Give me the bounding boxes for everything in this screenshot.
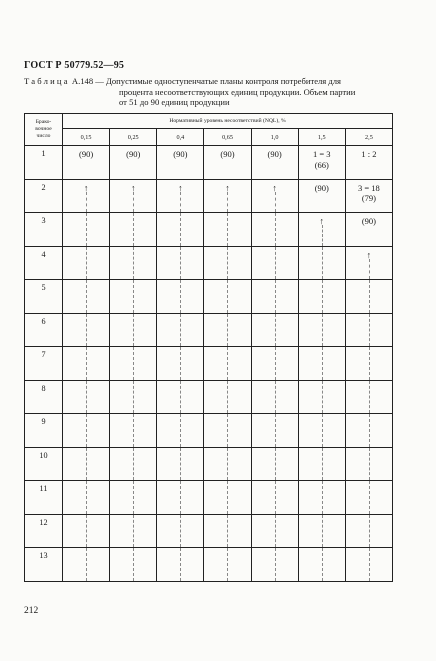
- up-arrow-icon: ↑: [366, 249, 372, 260]
- plan-cell: [345, 514, 392, 548]
- plan-value: (90): [314, 182, 329, 193]
- continuation-dashed-line: [322, 481, 323, 514]
- continuation-dashed-line: [133, 213, 134, 246]
- plan-cell: [345, 213, 392, 247]
- plan-cell: [63, 447, 110, 481]
- continuation-dashed-line: [86, 213, 87, 246]
- aql-level-header: 1,0: [251, 129, 298, 146]
- plan-cell: [204, 447, 251, 481]
- plan-cell: [345, 447, 392, 481]
- reject-number-cell: 10: [25, 447, 63, 481]
- continuation-dashed-line: [369, 381, 370, 414]
- table-row: [25, 414, 393, 448]
- plan-cell: [204, 414, 251, 448]
- plan-cell: [110, 213, 157, 247]
- plan-cell: [251, 548, 298, 582]
- plan-cell: [204, 280, 251, 314]
- aql-level-header: 2,5: [345, 129, 392, 146]
- plan-cell: [204, 179, 251, 213]
- continuation-dashed-line: [322, 448, 323, 481]
- continuation-dashed-line: [275, 314, 276, 347]
- continuation-dashed-line: [369, 548, 370, 581]
- plan-cell: [298, 514, 345, 548]
- continuation-dashed-line: [180, 314, 181, 347]
- up-arrow-icon: ↑: [83, 182, 89, 193]
- plan-cell: [345, 280, 392, 314]
- plan-cell: [157, 246, 204, 280]
- plan-cell: [157, 179, 204, 213]
- plan-cell: [157, 280, 204, 314]
- plan-cell: [298, 548, 345, 582]
- plan-cell: [345, 246, 392, 280]
- continuation-dashed-line: [227, 548, 228, 581]
- plan-cell: [345, 179, 392, 213]
- plan-cell: [110, 447, 157, 481]
- caption-line-2: процента несоответствующих единиц продукции. Объем партии: [119, 86, 356, 97]
- plan-cell: [204, 347, 251, 381]
- table-row: [25, 380, 393, 414]
- plan-cell: [298, 179, 345, 213]
- plan-cell: [157, 347, 204, 381]
- continuation-dashed-line: [369, 314, 370, 347]
- plan-cell: [298, 380, 345, 414]
- plan-cell: [110, 179, 157, 213]
- continuation-dashed-line: [322, 381, 323, 414]
- plan-cell: [157, 213, 204, 247]
- continuation-dashed-line: [275, 481, 276, 514]
- plan-cell: [110, 146, 157, 180]
- plan-cell: [63, 514, 110, 548]
- plan-cell: [204, 481, 251, 515]
- continuation-dashed-line: [133, 548, 134, 581]
- plan-cell: [251, 447, 298, 481]
- plan-cell: [298, 146, 345, 180]
- reject-number-cell: 13: [25, 548, 63, 582]
- aql-level-header: 0,25: [110, 129, 157, 146]
- plan-value: (90): [78, 149, 94, 159]
- table-row: [25, 514, 393, 548]
- plan-cell: [204, 548, 251, 582]
- plan-cell: [110, 481, 157, 515]
- continuation-dashed-line: [86, 314, 87, 347]
- plan-cell: [345, 548, 392, 582]
- continuation-dashed-line: [227, 247, 228, 280]
- plan-cell: [298, 414, 345, 448]
- plan-cell: [204, 313, 251, 347]
- nql-group-header: Нормативный уровень несоответствий (NQL), %: [63, 114, 393, 129]
- plan-value: 1 : 2: [361, 149, 377, 159]
- continuation-dashed-line: [133, 347, 134, 380]
- plan-cell: [251, 347, 298, 381]
- reject-number-cell: 4: [25, 246, 63, 280]
- continuation-dashed-line: [180, 515, 181, 548]
- plan-cell: [345, 146, 392, 180]
- continuation-dashed-line: [322, 225, 323, 246]
- continuation-dashed-line: [322, 548, 323, 581]
- plan-cell: [204, 514, 251, 548]
- table-row: [25, 179, 393, 213]
- table-row: [25, 146, 393, 180]
- sampling-plans-table: [24, 113, 393, 582]
- caption-line-3: от 51 до 90 единиц продукции: [119, 97, 230, 107]
- continuation-dashed-line: [133, 192, 134, 213]
- continuation-dashed-line: [275, 548, 276, 581]
- continuation-dashed-line: [227, 381, 228, 414]
- continuation-dashed-line: [322, 247, 323, 280]
- continuation-dashed-line: [133, 515, 134, 548]
- plan-value: (79): [361, 193, 376, 203]
- plan-cell: [298, 313, 345, 347]
- plan-cell: [251, 414, 298, 448]
- plan-cell: [298, 213, 345, 247]
- continuation-dashed-line: [180, 347, 181, 380]
- plan-cell: [110, 313, 157, 347]
- plan-cell: [298, 347, 345, 381]
- continuation-dashed-line: [133, 314, 134, 347]
- caption-label: Таблица: [24, 76, 70, 86]
- continuation-dashed-line: [86, 548, 87, 581]
- continuation-dashed-line: [133, 414, 134, 447]
- continuation-dashed-line: [86, 347, 87, 380]
- plan-cell: [345, 347, 392, 381]
- continuation-dashed-line: [369, 347, 370, 380]
- plan-cell: [204, 246, 251, 280]
- plan-cell: [63, 280, 110, 314]
- plan-cell: [157, 447, 204, 481]
- continuation-dashed-line: [227, 314, 228, 347]
- aql-level-header: 0,65: [204, 129, 251, 146]
- continuation-dashed-line: [227, 192, 228, 213]
- continuation-dashed-line: [86, 280, 87, 313]
- plan-cell: [204, 380, 251, 414]
- continuation-dashed-line: [322, 280, 323, 313]
- plan-value: (90): [126, 149, 141, 159]
- continuation-dashed-line: [275, 448, 276, 481]
- continuation-dashed-line: [180, 247, 181, 280]
- continuation-dashed-line: [369, 414, 370, 447]
- continuation-dashed-line: [227, 213, 228, 246]
- plan-cell: [157, 380, 204, 414]
- continuation-dashed-line: [133, 280, 134, 313]
- plan-value: (66): [314, 159, 329, 170]
- plan-cell: [204, 146, 251, 180]
- plan-cell: [110, 347, 157, 381]
- continuation-dashed-line: [227, 414, 228, 447]
- continuation-dashed-line: [86, 515, 87, 548]
- continuation-dashed-line: [86, 448, 87, 481]
- continuation-dashed-line: [133, 448, 134, 481]
- continuation-dashed-line: [227, 280, 228, 313]
- plan-value: (90): [267, 149, 282, 159]
- up-arrow-icon: ↑: [225, 182, 230, 193]
- continuation-dashed-line: [227, 347, 228, 380]
- plan-cell: [251, 213, 298, 247]
- reject-number-cell: 1: [25, 146, 63, 180]
- plan-cell: [345, 414, 392, 448]
- continuation-dashed-line: [369, 280, 370, 313]
- plan-cell: [298, 447, 345, 481]
- plan-cell: [345, 313, 392, 347]
- continuation-dashed-line: [86, 381, 87, 414]
- plan-cell: [251, 380, 298, 414]
- plan-value: 1 = 3: [313, 149, 331, 159]
- continuation-dashed-line: [369, 259, 370, 280]
- plan-cell: [63, 380, 110, 414]
- document-standard-title: ГОСТ Р 50779.52—95: [24, 60, 125, 71]
- plan-value: 3 = 18: [358, 182, 380, 193]
- plan-cell: [157, 481, 204, 515]
- continuation-dashed-line: [180, 381, 181, 414]
- table-row: [25, 548, 393, 582]
- reject-number-header: Брако- вочное число: [25, 114, 63, 146]
- plan-cell: [157, 313, 204, 347]
- continuation-dashed-line: [180, 414, 181, 447]
- aql-levels-row: [25, 129, 393, 146]
- continuation-dashed-line: [275, 381, 276, 414]
- continuation-dashed-line: [369, 515, 370, 548]
- continuation-dashed-line: [180, 481, 181, 514]
- plan-cell: [63, 213, 110, 247]
- reject-number-cell: 3: [25, 213, 63, 247]
- table-row: [25, 213, 393, 247]
- continuation-dashed-line: [227, 448, 228, 481]
- aql-level-header: 0,4: [157, 129, 204, 146]
- plan-cell: [110, 514, 157, 548]
- plan-cell: [251, 280, 298, 314]
- reject-number-cell: 7: [25, 347, 63, 381]
- plan-cell: [157, 548, 204, 582]
- continuation-dashed-line: [180, 280, 181, 313]
- plan-cell: [345, 481, 392, 515]
- continuation-dashed-line: [322, 314, 323, 347]
- continuation-dashed-line: [275, 414, 276, 447]
- plan-cell: [63, 548, 110, 582]
- continuation-dashed-line: [86, 247, 87, 280]
- reject-number-cell: 11: [25, 481, 63, 515]
- caption-line-1: — Допустимые одноступенчатые планы контроля потребителя для: [95, 76, 342, 86]
- plan-cell: [63, 481, 110, 515]
- table-row: [25, 481, 393, 515]
- table-caption: [24, 76, 396, 108]
- plan-cell: [63, 414, 110, 448]
- plan-cell: [63, 347, 110, 381]
- aql-level-header: 1,5: [298, 129, 345, 146]
- continuation-dashed-line: [180, 448, 181, 481]
- continuation-dashed-line: [275, 192, 276, 213]
- reject-number-cell: 8: [25, 380, 63, 414]
- continuation-dashed-line: [180, 213, 181, 246]
- continuation-dashed-line: [227, 515, 228, 548]
- reject-number-cell: 12: [25, 514, 63, 548]
- continuation-dashed-line: [180, 192, 181, 213]
- continuation-dashed-line: [227, 481, 228, 514]
- continuation-dashed-line: [322, 515, 323, 548]
- plan-value: (90): [173, 149, 188, 159]
- plan-cell: [298, 246, 345, 280]
- reject-number-cell: 6: [25, 313, 63, 347]
- table-body: [25, 146, 393, 582]
- plan-cell: [251, 146, 298, 180]
- plan-cell: [110, 548, 157, 582]
- up-arrow-icon: ↑: [272, 182, 277, 193]
- continuation-dashed-line: [86, 192, 87, 213]
- continuation-dashed-line: [275, 515, 276, 548]
- plan-cell: [251, 179, 298, 213]
- continuation-dashed-line: [133, 381, 134, 414]
- plan-cell: [251, 481, 298, 515]
- plan-value: (90): [361, 216, 376, 226]
- plan-cell: [110, 246, 157, 280]
- table-row: [25, 313, 393, 347]
- continuation-dashed-line: [133, 247, 134, 280]
- reject-number-cell: 2: [25, 179, 63, 213]
- plan-cell: [157, 414, 204, 448]
- table-row: [25, 280, 393, 314]
- reject-number-cell: 5: [25, 280, 63, 314]
- plan-cell: [110, 414, 157, 448]
- up-arrow-icon: ↑: [178, 182, 183, 193]
- continuation-dashed-line: [322, 414, 323, 447]
- continuation-dashed-line: [180, 548, 181, 581]
- plan-cell: [298, 481, 345, 515]
- plan-cell: [157, 146, 204, 180]
- table-row: [25, 447, 393, 481]
- plan-cell: [63, 146, 110, 180]
- table-row: [25, 347, 393, 381]
- continuation-dashed-line: [133, 481, 134, 514]
- plan-cell: [110, 280, 157, 314]
- reject-number-cell: 9: [25, 414, 63, 448]
- plan-cell: [63, 246, 110, 280]
- plan-cell: [110, 380, 157, 414]
- plan-cell: [251, 246, 298, 280]
- plan-cell: [63, 179, 110, 213]
- continuation-dashed-line: [369, 448, 370, 481]
- plan-cell: [204, 213, 251, 247]
- up-arrow-icon: ↑: [319, 216, 325, 226]
- continuation-dashed-line: [275, 280, 276, 313]
- up-arrow-icon: ↑: [130, 182, 136, 193]
- continuation-dashed-line: [275, 213, 276, 246]
- plan-value: (90): [220, 149, 235, 159]
- continuation-dashed-line: [86, 414, 87, 447]
- continuation-dashed-line: [275, 347, 276, 380]
- plan-cell: [157, 514, 204, 548]
- caption-number: А.148: [71, 76, 94, 86]
- continuation-dashed-line: [86, 481, 87, 514]
- continuation-dashed-line: [275, 247, 276, 280]
- page-number: 212: [24, 606, 39, 616]
- aql-level-header: 0,15: [63, 129, 110, 146]
- plan-cell: [345, 380, 392, 414]
- plan-cell: [251, 514, 298, 548]
- continuation-dashed-line: [322, 347, 323, 380]
- continuation-dashed-line: [369, 481, 370, 514]
- table-row: [25, 246, 393, 280]
- plan-cell: [251, 313, 298, 347]
- plan-cell: [63, 313, 110, 347]
- plan-cell: [298, 280, 345, 314]
